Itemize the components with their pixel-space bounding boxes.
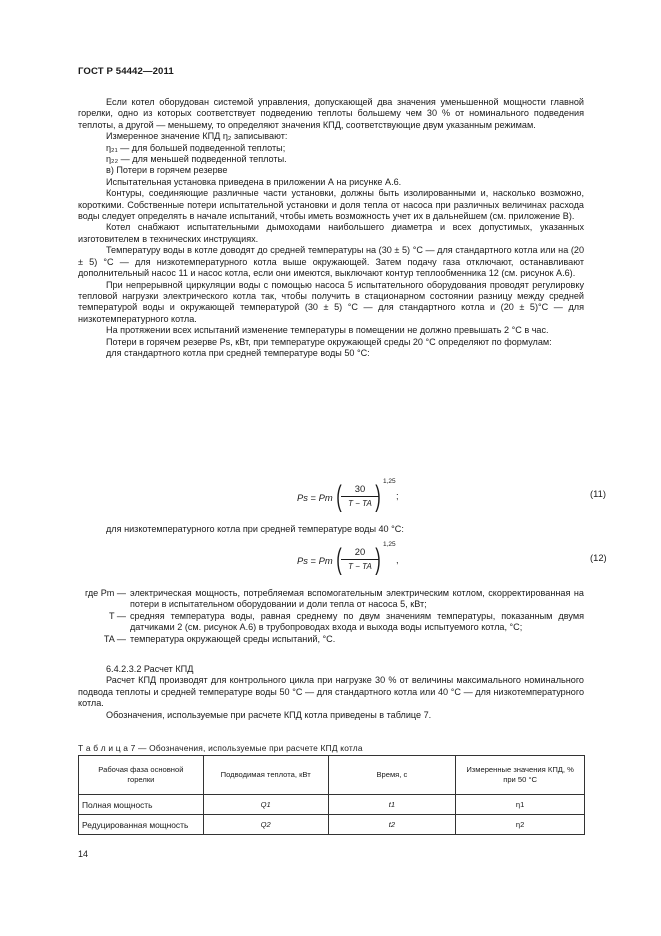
legend-key: где Pm — bbox=[84, 588, 126, 598]
formula-legend bbox=[78, 588, 584, 645]
standard-boiler-line: для стандартного котла при средней температуре воды 50 °С: bbox=[106, 347, 370, 358]
legend-key: TA — bbox=[103, 633, 126, 644]
formula-12-lhs: Ps bbox=[297, 555, 308, 566]
eta22-line: η₂₂ — для меньшей подведенной теплоты. bbox=[106, 154, 287, 165]
recorded-label: Измеренное значение КПД η₂ записывают: bbox=[106, 131, 288, 142]
formula-11-exponent: 1,25 bbox=[383, 478, 396, 485]
table-cell: t1 bbox=[328, 795, 456, 815]
table-row bbox=[79, 815, 585, 835]
section-heading: 6.4.2.3.2 Расчет КПД bbox=[106, 664, 194, 674]
table-row bbox=[79, 795, 585, 815]
table-header-cell: Измеренные значения КПД, % при 50 °С bbox=[456, 756, 585, 795]
fraction-bar bbox=[341, 559, 379, 560]
formula-11-tail: ; bbox=[396, 490, 399, 501]
formula-11-lhs: Ps bbox=[297, 492, 308, 503]
test-rig-line: Испытательная установка приведена в приложении А на рисунке А.6. bbox=[106, 176, 402, 187]
table-header-cell: Подводимая теплота, кВт bbox=[203, 756, 328, 795]
formula-11-denominator: T − TA bbox=[348, 499, 372, 508]
equation-number-11: (11) bbox=[590, 488, 606, 499]
legend-item bbox=[78, 634, 584, 645]
left-paren-icon: ( bbox=[336, 543, 342, 576]
table-cell: η2 bbox=[456, 815, 585, 835]
paragraph-two-levels: Если котел оборудован системой управления, допускающей два значения уменьшенной мощности главной горелки, одно из которых соответствует подведению теплоты большему чем 30 % от номинального подведения теплоты, а другой — меньшему, то определяют значения КПД, соответствующие двум указанным режимам. bbox=[78, 97, 584, 130]
body-text-block-1 bbox=[78, 97, 584, 359]
formula-11-rhs: Pm bbox=[318, 492, 333, 503]
table-cell: Полная мощность bbox=[79, 795, 204, 815]
right-paren-icon: ) bbox=[375, 480, 381, 513]
table-cell: Редуцированная мощность bbox=[79, 815, 204, 835]
table-cell: Q1 bbox=[203, 795, 328, 815]
legend-text: электрическая мощность, потребляемая вспомогательным электрическим котлом, скорректированная на потери в испытательном оборудовании и доли тепла от насоса 5, кВт; bbox=[130, 588, 584, 610]
table-header-cell: Время, с bbox=[328, 756, 456, 795]
paragraph-calc: Расчет КПД производят для контрольного цикла при нагрузке 30 % от величины максимального номинального подвода теплоты и средней температуре воды 50 °С — для стандартного котла или 40 °С — для низкотемпературного котла. bbox=[78, 675, 584, 709]
page-number: 14 bbox=[78, 849, 89, 859]
paragraph-losses: Потери в горячем резерве Ps, кВт, при температуре окружающей среды 20 °С определяют по формулам: bbox=[106, 336, 552, 347]
paragraph-table-ref: Обозначения, используемые при расчете КПД котла приведены в таблице 7. bbox=[106, 709, 432, 720]
body-text-block-2 bbox=[78, 664, 584, 721]
legend-text: температура окружающей среды испытаний, °С. bbox=[130, 633, 336, 644]
paragraph-room: На протяжении всех испытаний изменение температуры в помещении не должно превышать 2 °С в час. bbox=[106, 325, 549, 336]
legend-key: T — bbox=[108, 610, 126, 621]
left-paren-icon: ( bbox=[336, 480, 342, 513]
formula-11-numerator: 30 bbox=[354, 483, 366, 494]
formula-12-tail: , bbox=[396, 554, 399, 565]
table-7 bbox=[78, 755, 585, 835]
equation-number-12: (12) bbox=[590, 552, 607, 563]
item-v-heading: в) Потери в горячем резерве bbox=[106, 165, 228, 176]
right-paren-icon: ) bbox=[375, 543, 381, 576]
formula-12: Ps = Pm ( 20 T − TA ) 1,25 , (12) bbox=[297, 541, 607, 576]
formula-12-numerator: 20 bbox=[354, 546, 366, 557]
legend-text: средняя температура воды, равная среднему по двум значениям температуры, показанным двумя датчиками 2 (см. рисунок А.6) в трубопроводах входа и выхода воды испытуемого котла, °С; bbox=[130, 610, 584, 633]
paragraph-contours: Контуры, соединяющие различные части установки, должны быть изолированными и, насколько возможно, короткими. Собственные потери испытательной установки и доля тепла от насоса при различных величинах расхода воды следует определять в начале испытаний, чтобы иметь возможность учет их в дальнейшем (см. приложение В). bbox=[78, 188, 584, 222]
paragraph-circulation: При непрерывной циркуляции воды с помощью насоса 5 испытательного оборудования проводят регулировку тепловой нагрузки электрического котла так, чтобы получить в стационарном состоянии разницу между средней температурой воды и окружающей температурой (30 ± 5) °С — для стандартного котла и (20 ± 5)°С — для низкотемпературного котла. bbox=[78, 279, 584, 324]
table-cell: η1 bbox=[456, 795, 585, 815]
formula-12-rhs: Pm bbox=[318, 555, 333, 566]
formula-11: Ps = Pm ( 30 T − TA ) 1,25 ; (11) bbox=[297, 478, 606, 513]
table-cell: t2 bbox=[328, 815, 456, 835]
formula-12-exponent: 1,25 bbox=[383, 541, 396, 548]
fraction-bar bbox=[341, 496, 379, 497]
legend-item bbox=[78, 611, 584, 634]
legend-item bbox=[78, 588, 584, 611]
formula-12-denominator: T − TA bbox=[348, 562, 372, 571]
table-header-row bbox=[79, 756, 585, 795]
table-header-cell: Рабочая фаза основной горелки bbox=[79, 756, 204, 795]
low-temp-boiler-line: для низкотемпературного котла при средней температуре воды 40 °С: bbox=[106, 524, 404, 534]
paragraph-temperature: Температуру воды в котле доводят до средней температуры на (30 ± 5) °С — для стандартного котла или на (20 ± 5) °С — для низкотемпературного котла выше окружающей. Затем подачу газа отключают, останавливают дополнительный насос 11 и насос котла, если они имеются, выключают контур теплообменника 12 (см. рисунок А.6). bbox=[78, 245, 584, 279]
table-cell: Q2 bbox=[203, 815, 328, 835]
eta21-line: η₂₁ — для большей подведенной теплоты; bbox=[106, 142, 286, 153]
table-caption: Т а б л и ц а 7 — Обозначения, используемые при расчете КПД котла bbox=[78, 743, 363, 753]
document-header: ГОСТ Р 54442—2011 bbox=[78, 66, 174, 77]
paragraph-flues: Котел снабжают испытательными дымоходами наибольшего диаметра и всех допустимых, указанных изготовителем в технических инструкциях. bbox=[78, 222, 584, 244]
